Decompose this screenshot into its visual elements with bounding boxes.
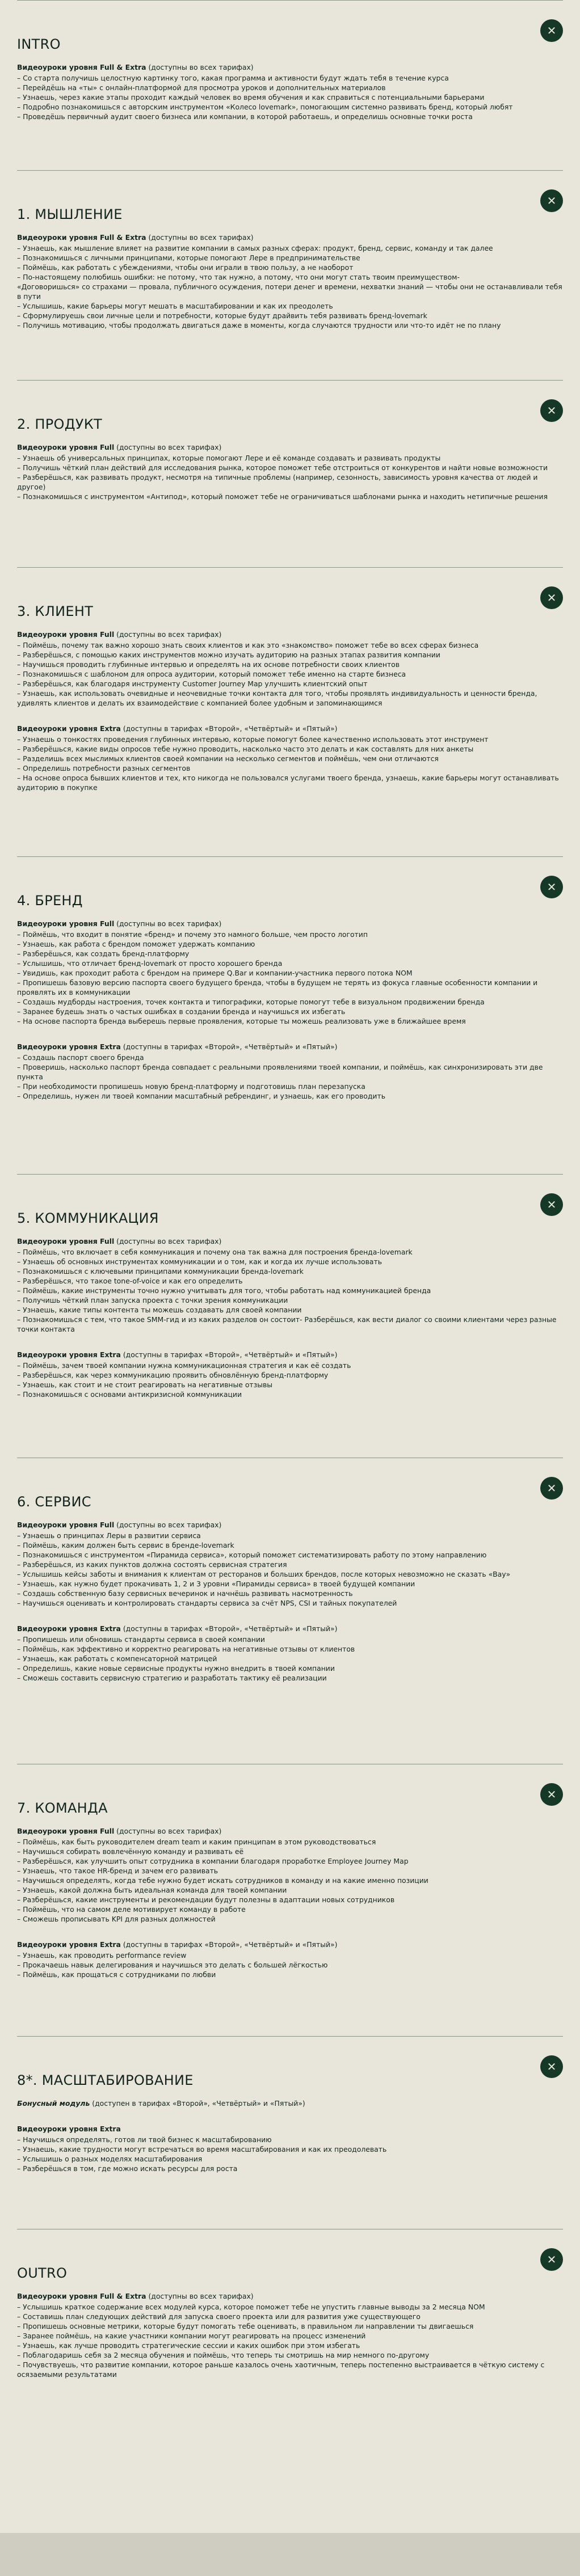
close-icon[interactable]: ✕ [540, 189, 563, 212]
list-item: – Поймёшь, как эффективно и корректно реагировать на негативные отзывы от клиентов [17, 1645, 355, 1653]
list-item: – Сможешь составить сервисную стратегию и разработать тактику её реализации [17, 1674, 327, 1682]
section-divider [17, 2036, 563, 2037]
section-content [17, 1236, 563, 1399]
section-content [17, 62, 563, 121]
block-heading [17, 1624, 563, 1633]
section-title: OUTRO [17, 2265, 68, 2281]
list-item: – Пропишешь базовую версию паспорта своего будущего бренда, чтобы в будущем не терять из фокуса главные особенности компании и проявлять их в коммуникации [17, 978, 538, 996]
list-item: – Услышишь краткое содержание всех модулей курса, которое поможет тебе не упустить главные выводы за 2 месяца NOM [17, 2303, 485, 2311]
lesson-list [17, 1053, 563, 1101]
list-item: – Поймёшь, как быть руководителем dream team и каким принципам в этом руководствоваться [17, 1838, 376, 1846]
lesson-block [17, 1350, 563, 1399]
close-icon[interactable]: ✕ [540, 586, 563, 609]
lesson-block [17, 1826, 563, 1924]
section-content [17, 1520, 563, 1683]
list-item: – Поблагодаришь себя за 2 месяца обучения и поймёшь, что теперь ты смотришь на мир немного по-другому [17, 2351, 430, 2359]
list-item: – Поймёшь, что включает в себя коммуникация и почему она так важна для построения бренда-lovemark [17, 1248, 413, 1256]
section-title: 1. МЫШЛЕНИЕ [17, 206, 123, 222]
section-client [0, 567, 580, 856]
list-item: – Увидишь, как проходит работа с брендом на примере Q.Bar и компании-участника первого потока NOM [17, 969, 413, 977]
section-header[interactable] [17, 2248, 563, 2281]
section-header[interactable] [17, 876, 563, 909]
list-item: – Узнаешь, что такое HR-бренд и зачем его развивать [17, 1866, 218, 1875]
section-title: 5. КОММУНИКАЦИЯ [17, 1210, 159, 1226]
section-title: 7. КОМАНДА [17, 1800, 108, 1816]
list-item: – Научишься определять, готов ли твой бизнес к масштабированию [17, 2135, 272, 2144]
list-item: – Услышишь, что отличает бренд-lovemark от просто хорошего бренда [17, 959, 283, 968]
lesson-list [17, 1247, 563, 1334]
list-item: – Почувствуешь, что развитие компании, которое раньше казалось очень хаотичным, теперь постепенно выстраивается в чёткую систему с осязаемыми результатами [17, 2360, 545, 2379]
level-label: Видеоуроки уровня Extra [17, 1042, 121, 1051]
footer-band [0, 2533, 580, 2576]
list-item: – Разберёшься, из каких пунктов должна состоять сервисная стратегия [17, 1560, 287, 1569]
block-heading [17, 1236, 563, 1246]
level-label: Видеоуроки уровня Full [17, 1827, 115, 1835]
level-label: Видеоуроки уровня Full [17, 443, 115, 451]
section-mindset [0, 170, 580, 380]
section-product [0, 380, 580, 567]
list-item: – Узнаешь, как проводить performance review [17, 1951, 187, 1960]
list-item: – Подробно познакомишься с авторским инструментом «Колесо lovemark», помогающим системно развивать бренд, который любят [17, 103, 513, 111]
lesson-block [17, 2124, 563, 2173]
list-item: – Узнаешь, как работать с компенсаторной матрицей [17, 1654, 217, 1663]
tariff-note: (доступны во всех тарифах) [146, 233, 254, 242]
section-content [17, 630, 563, 792]
list-item: – Узнаешь о принципах Леры в развитии сервиса [17, 1531, 201, 1540]
list-item: – Познакомишься с шаблоном для опроса аудитории, который поможет тебе именно на старте бизнеса [17, 670, 406, 678]
lesson-list [17, 1950, 563, 1979]
list-item: – Узнаешь, через какие этапы проходит каждый человек во время обучения и как справиться с потенциальными барьерами [17, 93, 485, 102]
close-icon[interactable]: ✕ [540, 1193, 563, 1216]
list-item: – Разберёшься, как создать бренд-платформу [17, 949, 190, 958]
section-title: INTRO [17, 36, 61, 52]
block-heading [17, 2098, 563, 2108]
tariff-note: (доступны в тарифах «Второй», «Четвёртый» и «Пятый») [120, 1940, 338, 1949]
section-header[interactable] [17, 19, 563, 52]
lesson-list [17, 2135, 563, 2173]
list-item: – Поймёшь, почему так важно хорошо знать своих клиентов и как это «знакомство» поможет тебе во всех сферах бизнеса [17, 641, 479, 649]
lesson-block [17, 1520, 563, 1608]
section-header[interactable] [17, 399, 563, 432]
block-heading [17, 724, 563, 733]
list-item: – Научишься определять, когда тебе нужно будет искать сотрудников в команду и на какие именно позиции [17, 1876, 428, 1885]
section-intro [0, 0, 580, 170]
list-item: – Узнаешь, как использовать очевидные и неочевидные точки контакта для того, чтобы проявлять индивидуальность и ценности бренда, удивлять клиентов и делать их взаимодействие с компанией более удобным и запоминающимся [17, 689, 537, 707]
list-item: – Разберёшься, как развивать продукт, несмотря на типичные проблемы (например, сезонность, зависимость уровня качества от людей и другое) [17, 473, 538, 491]
lesson-list [17, 640, 563, 708]
lesson-block [17, 442, 563, 501]
section-outro [0, 2229, 580, 2533]
list-item: – Разберёшься, что такое tone-of-voice и как его определить [17, 1277, 243, 1285]
list-item: – Научишься собирать вовлечённую команду и развивать её [17, 1847, 244, 1856]
section-divider [17, 170, 563, 171]
list-item: – Узнаешь, какой должна быть идеальная команда для твоей компании [17, 1886, 287, 1894]
list-item: – Разберёшься, какие виды опросов тебе нужно проводить, насколько часто это делать и как составлять для них анкеты [17, 745, 474, 753]
block-heading [17, 1042, 563, 1051]
list-item: – Поймёшь, как работать с убеждениями, чтобы они играли в твою пользу, а не наоборот [17, 263, 354, 272]
list-item: – Познакомишься с тем, что такое SMM-гид и из каких разделов он состоит- Разберёшься, как вести диалог со своими клиентами через разные точки контакта [17, 1315, 557, 1333]
level-label: Видеоуроки уровня Extra [17, 1350, 121, 1359]
list-item: – Услышишь, какие барьеры могут мешать в масштабировании и как их преодолеть [17, 302, 333, 310]
list-item: – Определишь потребности разных сегментов [17, 764, 191, 772]
list-item: – Услышишь о разных моделях масштабирования [17, 2155, 203, 2163]
lesson-list [17, 734, 563, 792]
list-item: – Узнаешь, как лучше проводить стратегические сессии и каких ошибок при этом избегать [17, 2341, 360, 2350]
list-item: – Услышишь кейсы заботы и внимания к клиентам от ресторанов и больших брендов, после которых невозможно не сказать «Вау» [17, 1570, 511, 1578]
list-item: – Пропишешь основные метрики, которые будут помогать тебе оценивать, в правильном ли направлении ты двигаешься [17, 2322, 474, 2330]
tariff-note: (доступны в тарифах «Второй», «Четвёртый» и «Пятый») [120, 1624, 338, 1633]
list-item: – Заранее поймёшь, на какие участники компании могут реагировать на процесс изменений [17, 2332, 366, 2340]
lesson-list [17, 1361, 563, 1399]
lesson-block [17, 1624, 563, 1683]
list-item: – Разберёшься, с помощью каких инструментов можно изучать аудиторию на разных этапах развития компании [17, 651, 440, 659]
level-label: Видеоуроки уровня Full [17, 919, 115, 928]
list-item: – На основе опроса бывших клиентов и тех, кто никогда не пользовался услугами твоего бренда, узнаешь, какие барьеры могут останавливать аудиторию в покупке [17, 774, 559, 792]
list-item: – Узнаешь о тонкостях проведения глубинных интервью, которые помогут более качественно использовать этот инструмент [17, 735, 489, 744]
section-divider [17, 1174, 563, 1175]
section-content [17, 919, 563, 1101]
section-content [17, 442, 563, 501]
block-heading [17, 1940, 563, 1949]
list-item: – Поймёшь, как прощаться с сотрудниками по любви [17, 1970, 216, 1979]
section-header[interactable] [17, 586, 563, 619]
lesson-block [17, 2098, 563, 2108]
tariff-note: (доступны в тарифах «Второй», «Четвёртый» и «Пятый») [120, 724, 338, 733]
section-content [17, 233, 563, 330]
list-item: – Разберёшься, как через коммуникацию проявить обновлённую бренд-платформу [17, 1371, 329, 1379]
list-item: – Определишь, нужен ли твоей компании масштабный ребрендинг, и узнаешь, как его проводить [17, 1092, 386, 1100]
tariff-note: (доступны во всех тарифах) [146, 63, 254, 71]
section-content [17, 1826, 563, 1979]
level-label: Видеоуроки уровня Extra [17, 2125, 121, 2133]
list-item: – Получишь мотивацию, чтобы продолжать двигаться даже в моменты, когда случаются трудности или что-то идёт не по плану [17, 321, 501, 330]
section-title: 8*. МАСШТАБИРОВАНИЕ [17, 2072, 194, 2088]
close-icon[interactable]: ✕ [540, 2248, 563, 2271]
block-heading [17, 1520, 563, 1530]
list-item: – Узнаешь, как нужно будет прокачивать 1, 2 и 3 уровни «Пирамиды сервиса» в твоей будущей компании [17, 1580, 415, 1588]
block-heading [17, 442, 563, 452]
block-heading [17, 2291, 563, 2301]
lesson-block [17, 62, 563, 121]
lesson-list [17, 2302, 563, 2379]
list-item: – По-настоящему полюбишь ошибки: не потому, что так нужно, а потому, что они могут стать твоим преимуществом- [17, 273, 460, 281]
lesson-list [17, 73, 563, 121]
lesson-list [17, 1531, 563, 1608]
block-heading [17, 1350, 563, 1359]
section-title: 4. БРЕНД [17, 892, 83, 909]
list-item: – Познакомишься с ключевыми принципами коммуникации бренда-lovemark [17, 1267, 304, 1276]
lesson-block [17, 2291, 563, 2379]
list-item: – Получишь чёткий план действий для исследования рынка, которое поможет тебе отстроиться от конкурентов и найти новые возможности [17, 463, 548, 472]
tariff-note: (доступны во всех тарифах) [114, 630, 222, 639]
tariff-note: (доступны во всех тарифах) [114, 1827, 222, 1835]
section-title: 3. КЛИЕНТ [17, 603, 94, 619]
block-heading [17, 1826, 563, 1836]
list-item: – Прокачаешь навык делегирования и научишься это делать с большей лёгкостью [17, 1961, 328, 1969]
section-content [17, 2291, 563, 2379]
list-item: – Разберёшься, как улучшить опыт сотрудника в компании благодаря проработке Employee Journey Map [17, 1857, 409, 1865]
close-icon[interactable]: ✕ [540, 399, 563, 422]
level-label: Видеоуроки уровня Extra [17, 1940, 121, 1949]
list-item: – Заранее будешь знать о частых ошибках в создании бренда и научишься их избегать [17, 1007, 346, 1016]
list-item: – Познакомишься с основами антикризисной коммуникации [17, 1390, 242, 1399]
list-item: – Узнаешь об универсальных принципах, которые помогают Лере и её команде создавать и развивать продукты [17, 454, 441, 462]
lesson-block [17, 1940, 563, 1979]
list-item: – Проверишь, насколько паспорт бренда совпадает с реальными проявлениями твоей компании, и поймёшь, как синхронизировать эти две пункта [17, 1063, 543, 1081]
section-header[interactable] [17, 1193, 563, 1226]
tariff-note: (доступны во всех тарифах) [146, 2292, 254, 2300]
section-divider [17, 856, 563, 857]
close-icon[interactable]: ✕ [540, 2055, 563, 2078]
list-item: – Узнаешь об основных инструментах коммуникации и о том, как и когда их лучше использовать [17, 1257, 383, 1266]
list-item: – Со старта получишь целостную картинку того, какая программа и активности будут ждать тебя в течение курса [17, 74, 449, 82]
list-item: – При необходимости пропишешь новую бренд-платформу и подготовишь план перезапуска [17, 1082, 365, 1091]
list-item: – Разделишь всех мыслимых клиентов своей компании на несколько сегментов и поймёшь, чем они отличаются [17, 754, 439, 763]
block-heading [17, 62, 563, 72]
close-icon[interactable]: ✕ [540, 19, 563, 42]
section-service [0, 1458, 580, 1764]
list-item: – Создашь собственную базу сервисных вечеринок и начнёшь развивать насмотренность [17, 1589, 353, 1598]
section-content [17, 2098, 563, 2173]
section-title: 6. СЕРВИС [17, 1493, 91, 1510]
section-team [0, 1764, 580, 2036]
tariff-note: (доступен в тарифах «Второй», «Четвёртый» и «Пятый») [90, 2099, 305, 2108]
list-item: – Поймёшь, что на самом деле мотивирует команду в работе [17, 1905, 246, 1914]
tariff-note: (доступны в тарифах «Второй», «Четвёртый» и «Пятый») [120, 1042, 338, 1051]
list-item: – Проведёшь первичный аудит своего бизнеса или компании, в которой работаешь, и определишь основные точки роста [17, 112, 473, 121]
list-item: – Получишь чёткий план запуска проекта с точки зрения коммуникации [17, 1296, 288, 1304]
tariff-note: (доступны в тарифах «Второй», «Четвёртый» и «Пятый») [120, 1350, 338, 1359]
list-item: – Познакомишься с инструментом «Пирамида сервиса», который поможет систематизировать работу по этому направлению [17, 1551, 487, 1559]
list-item: – Узнаешь, какие типы контента ты можешь создавать для своей компании [17, 1306, 302, 1314]
section-divider [17, 380, 563, 381]
lesson-list [17, 930, 563, 1026]
level-label: Видеоуроки уровня Full & Extra [17, 2292, 146, 2300]
section-header[interactable] [17, 1477, 563, 1510]
section-brand [0, 856, 580, 1174]
lesson-block [17, 233, 563, 330]
lesson-block [17, 1236, 563, 1334]
list-item: – Разберёшься в том, где можно искать ресурсы для роста [17, 2164, 238, 2173]
tariff-note: (доступны во всех тарифах) [114, 919, 222, 928]
close-icon[interactable]: ✕ [540, 1783, 563, 1806]
lesson-block [17, 919, 563, 1026]
section-header[interactable] [17, 2055, 563, 2088]
tariff-note: (доступны во всех тарифах) [114, 1521, 222, 1529]
section-divider [17, 0, 563, 1]
list-item: «Договоришься» со страхами — провала, публичного осуждения, потери денег и времени, нехватки знаний — чтобы они не останавливали тебя в пути [17, 282, 562, 301]
list-item: – Определишь, какие новые сервисные продукты нужно внедрить в твоей компании [17, 1664, 335, 1673]
lesson-list [17, 1837, 563, 1924]
list-item: – Научишься проводить глубинные интервью и определять на их основе потребности своих клиентов [17, 660, 400, 669]
level-label: Видеоуроки уровня Full [17, 1237, 115, 1245]
list-item: – Пропишешь или обновишь стандарты сервиса в своей компании [17, 1635, 265, 1644]
list-item: – Поймёшь, каким должен быть сервис в бренде-lovemark [17, 1541, 234, 1549]
list-item: – Составишь план следующих действий для запуска своего проекта или для развития уже существующего [17, 2312, 421, 2321]
section-divider [17, 567, 563, 568]
list-item: – Создашь паспорт своего бренда [17, 1053, 144, 1062]
section-title: 2. ПРОДУКТ [17, 416, 103, 432]
level-label: Видеоуроки уровня Full [17, 630, 115, 639]
list-item: – Создашь мудборды настроения, точек контакта и типографики, которые помогут тебе в визуальном продвижении бренда [17, 998, 485, 1006]
level-label: Видеоуроки уровня Extra [17, 1624, 121, 1633]
list-item: – На основе паспорта бренда выберешь первые проявления, которые ты можешь реализовать уже в ближайшее время [17, 1017, 466, 1025]
level-label: Видеоуроки уровня Extra [17, 724, 121, 733]
list-item: – Поймёшь, зачем твоей компании нужна коммуникационная стратегия и как её создать [17, 1361, 351, 1370]
section-scaling [0, 2036, 580, 2229]
block-heading [17, 630, 563, 639]
lesson-list [17, 243, 563, 330]
list-item: – Узнаешь, как мышление влияет на развитие компании в самых разных сферах: продукт, бренд, сервис, команду и так далее [17, 244, 493, 252]
list-item: – Научишься оценивать и контролировать стандарты сервиса за счёт NPS, CSI и тайных покупателей [17, 1599, 397, 1607]
list-item: – Поймёшь, что входит в понятие «бренд» и почему это намного больше, чем просто логотип [17, 930, 368, 939]
tariff-note: (доступны во всех тарифах) [114, 1237, 222, 1245]
list-item: – Сможешь прописывать KPI для разных должностей [17, 1915, 216, 1923]
list-item: – Узнаешь, как работа с брендом поможет удержать компанию [17, 940, 255, 948]
level-label: Видеоуроки уровня Full & Extra [17, 233, 146, 242]
level-label: Видеоуроки уровня Full [17, 1521, 115, 1529]
lesson-list [17, 453, 563, 501]
list-item: – Познакомишься с личными принципами, которые помогают Лере в предпринимательстве [17, 254, 360, 262]
lesson-block [17, 1042, 563, 1101]
tariff-note: (доступны во всех тарифах) [114, 443, 222, 451]
list-item: – Сформулируешь свои личные цели и потребности, которые будут драйвить тебя развивать бренд-lovemark [17, 311, 427, 320]
close-icon[interactable]: ✕ [540, 1477, 563, 1500]
list-item: – Узнаешь, какие трудности могут встречаться во время масштабирования и как их преодолевать [17, 2145, 387, 2153]
list-item: – Разберёшься, как благодаря инструменту Customer Journey Map улучшить клиентский опыт [17, 679, 368, 688]
section-header[interactable] [17, 189, 563, 222]
list-item: – Перейдёшь на «ты» с онлайн-платформой для просмотра уроков и дополнительных материалов [17, 83, 386, 92]
block-heading [17, 233, 563, 242]
list-item: – Разберёшься, какие инструменты и рекомендации будут полезны в адаптации новых сотрудников [17, 1895, 395, 1904]
section-header[interactable] [17, 1783, 563, 1816]
block-heading [17, 919, 563, 928]
list-item: – Поймёшь, какие инструменты точно нужно учитывать для того, чтобы работать над коммуникацией бренда [17, 1286, 431, 1295]
lesson-block [17, 724, 563, 792]
list-item: – Познакомишься с инструментом «Антипод», который поможет тебе не ограничиваться шаблонами рынка и находить нетипичные решения [17, 492, 548, 501]
list-item: – Узнаешь, как стоит и не стоит реагировать на негативные отзывы [17, 1380, 273, 1389]
level-label: Видеоуроки уровня Full & Extra [17, 63, 146, 71]
close-icon[interactable]: ✕ [540, 876, 563, 898]
section-communication [0, 1174, 580, 1458]
level-label: Бонусный модуль [17, 2099, 90, 2108]
lesson-block [17, 630, 563, 708]
block-heading [17, 2124, 563, 2134]
lesson-list [17, 1635, 563, 1683]
